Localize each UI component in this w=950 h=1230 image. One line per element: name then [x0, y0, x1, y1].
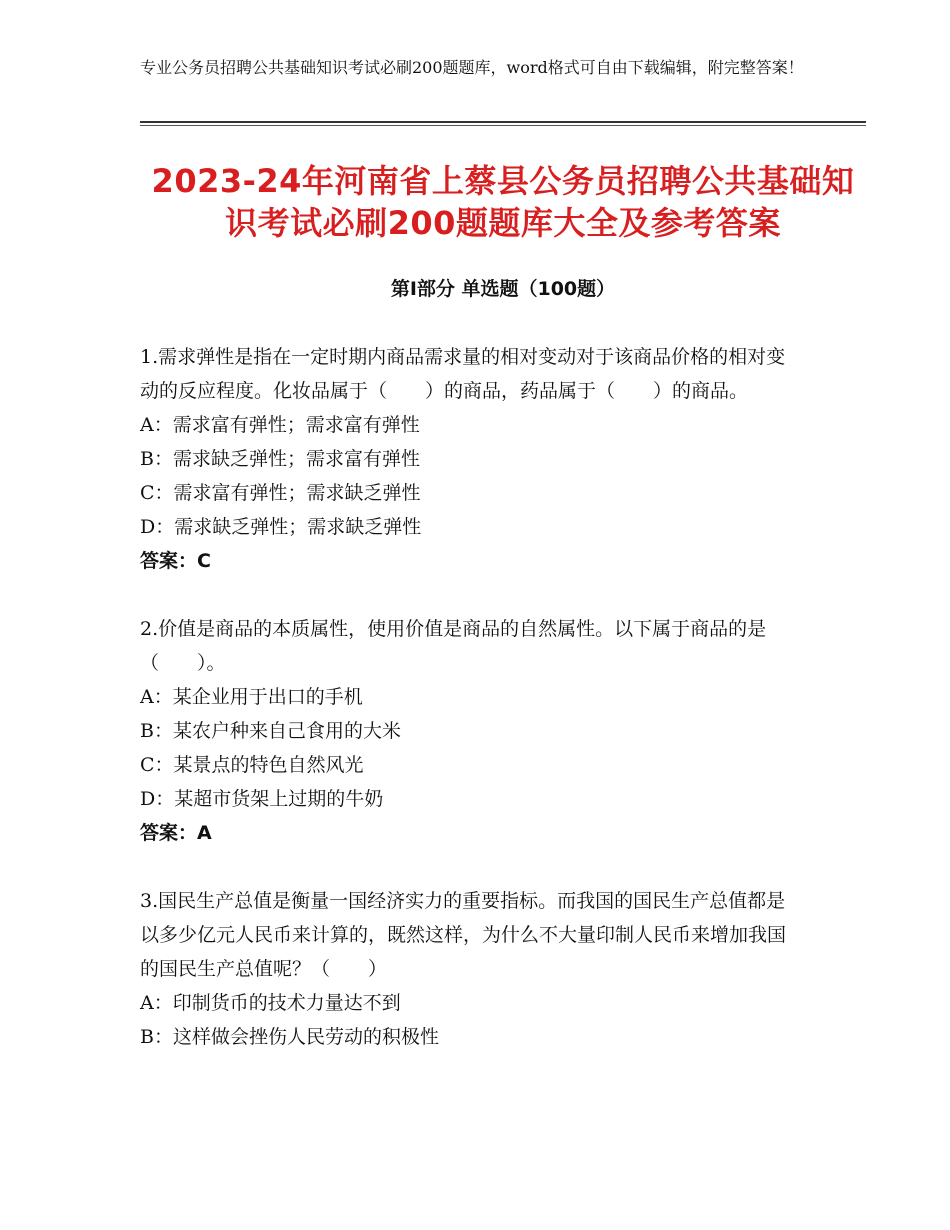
- option-d: D：某超市货架上过期的牛奶: [140, 788, 384, 810]
- header-rule-thin: [140, 125, 866, 126]
- document-title: 2023-24年河南省上蔡县公务员招聘公共基础知识考试必刷200题题库大全及参考答案: [151, 162, 855, 242]
- option-a: A：需求富有弹性；需求富有弹性: [140, 414, 420, 436]
- question-list: [140, 340, 800, 1088]
- answer: 答案：C: [140, 550, 211, 572]
- question-text: 1.需求弹性是指在一定时期内商品需求量的相对变动对于该商品价格的相对变动的反应程度。化妆品属于（ ）的商品，药品属于（ ）的商品。: [140, 346, 786, 402]
- answer: 答案：A: [140, 822, 212, 844]
- option-d: D：需求缺乏弹性；需求缺乏弹性: [140, 516, 422, 538]
- option-c: C：需求富有弹性；需求缺乏弹性: [140, 482, 421, 504]
- question-1: [140, 340, 800, 578]
- question-text: 3.国民生产总值是衡量一国经济实力的重要指标。而我国的国民生产总值都是以多少亿元人民币来计算的，既然这样，为什么不大量印制人民币来增加我国的国民生产总值呢？（ ）: [140, 890, 787, 980]
- option-c: C：某景点的特色自然风光: [140, 754, 364, 776]
- option-b: B：某农户种来自己食用的大米: [140, 720, 401, 742]
- option-a: A：印制货币的技术力量达不到: [140, 992, 401, 1014]
- option-b: B：这样做会挫伤人民劳动的积极性: [140, 1026, 439, 1048]
- section-title: 第Ⅰ部分 单选题（100题）: [390, 278, 616, 300]
- header-note: 专业公务员招聘公共基础知识考试必刷200题题库，word格式可自由下载编辑，附完整答案！: [140, 58, 804, 77]
- option-b: B：需求缺乏弹性；需求富有弹性: [140, 448, 420, 470]
- question-text: 2.价值是商品的本质属性，使用价值是商品的自然属性。以下属于商品的是（ ）。: [140, 618, 767, 674]
- question-2: [140, 612, 800, 850]
- option-a: A：某企业用于出口的手机: [140, 686, 363, 708]
- header-rule-thick: [140, 121, 866, 123]
- question-3: [140, 884, 800, 1054]
